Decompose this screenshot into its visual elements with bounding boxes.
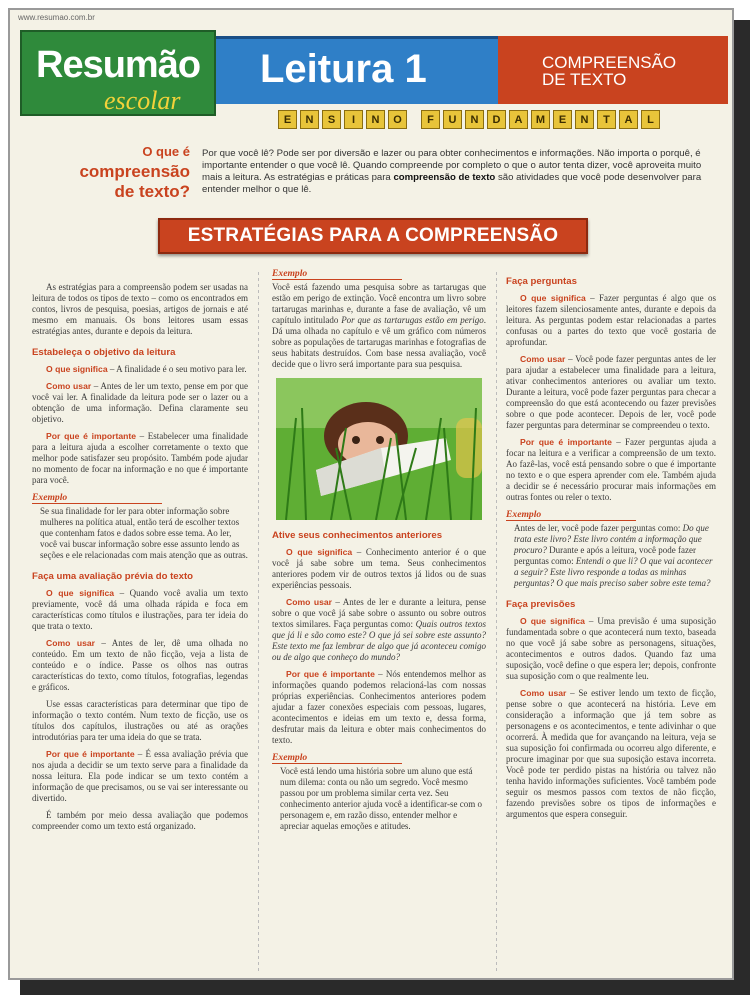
column-divider (258, 272, 259, 972)
page-title: Leitura 1 (260, 47, 427, 91)
section-heading: Faça previsões (506, 599, 576, 610)
intro-question-line-1: O que é (142, 144, 190, 159)
intro-text-bold: compreensão de texto (393, 172, 496, 183)
level-letter-tile: A (509, 110, 528, 129)
text-italic: Por que as tartarugas estão em perigo (341, 315, 484, 325)
topic-line-1: COMPREENSÃO (542, 53, 677, 72)
paragraph (506, 688, 716, 820)
label: Por que é importante (46, 431, 137, 441)
text-italic: Quais outros textos que já li e são como este? O que já sei sobre este assunto? Este texto me faz lembrar de algo que já aconteceu comigo ou de algo que conheço do mundo? (272, 619, 486, 662)
paragraph (272, 547, 486, 591)
level-letter-tile: N (366, 110, 385, 129)
photo-girl-reading-in-grass (276, 378, 482, 520)
example-text: Você está lendo uma história sobre um aluno que está num dilema: conta ou não um segredo. Você mesmo passou por um problema similar certa vez. Seu conhecimento anterior ajuda você a identificar-se com o personagem e, em razão disso, entender melhor e apreciar aquelas emoções e atitudes. (280, 766, 482, 831)
level-letter-tile: F (421, 110, 440, 129)
label: Como usar (46, 381, 92, 391)
paragraph (32, 588, 248, 632)
logo (20, 30, 216, 116)
intro-question-line-2: compreensão (79, 162, 190, 181)
level-letter-tile (410, 110, 418, 129)
intro-question (60, 142, 190, 202)
text: – Conhecimento anterior é o que você já sabe sobre um tema. Seus conhecimentos anteriores podem vir de outros textos já lidos ou de suas experiências pessoais. (272, 547, 486, 590)
level-letter-tile: O (388, 110, 407, 129)
text: – Antes de ler, dê uma olhada no conteúdo. Em um texto de não ficção, veja a lista de conteúdo e o índice. Passe os olhos nas outras características do texto, como títulos, fotografias, legendas e gráficos. (32, 638, 248, 692)
paragraph (272, 597, 486, 663)
level-letter-tile: N (300, 110, 319, 129)
intro-text-a: Por que você lê? Pode ser por diversão e lazer ou para obter conhecimentos e informações. Não importa o porquê, é importante entender o que você lê. Quando compreende por completo o que o autor tenta dizer, você aproveita muito mais a leitura. As estratégias e práticas para (202, 148, 702, 183)
text: – Antes de ler e durante a leitura, pense sobre o que você já sabe sobre o assunto ou sobre outros textos similares. Faça perguntas como: (272, 597, 486, 629)
level-letter-tile: E (553, 110, 572, 129)
logo-main-text: Resumão (36, 44, 201, 86)
paragraph (506, 616, 716, 682)
label: Por que é importante (520, 437, 612, 447)
level-letter-tile: T (597, 110, 616, 129)
text: – É essa avaliação prévia que nos ajuda a decidir se um texto serve para a finalidade da nossa leitura. Ela pode indicar se um texto contém a informação de que precisamos, ou se vai ser interessante ou divertido. (32, 749, 248, 803)
paragraph (32, 749, 248, 804)
column-3 (506, 274, 716, 826)
label: O que significa (520, 616, 585, 626)
level-letter-tile: E (278, 110, 297, 129)
level-letter-tile: S (322, 110, 341, 129)
paragraph: É também por meio dessa avaliação que podemos compreender como um texto está organizado. (32, 810, 248, 831)
column-divider (496, 272, 497, 972)
example-text (272, 282, 486, 370)
text: – Nós entendemos melhor as informações quando podemos relacioná-las com nossas próprias experiências. Conhecimentos anteriores podem ajudar a fazer conexões especiais com pessoas, lugares, acontecimentos e ideias em um texto e, dessa forma, desfrutar mais da leitura e obter mais conhecimentos do texto. (272, 669, 487, 745)
example-label: Exemplo (272, 752, 402, 764)
paragraph (506, 437, 716, 503)
column-1 (32, 282, 248, 838)
paragraph (506, 354, 716, 431)
banner-title: ESTRATÉGIAS PARA A COMPREENSÃO (187, 225, 559, 246)
topic-label (542, 54, 676, 88)
text: – Estabelecer uma finalidade para a leitura ajuda a escolher corretamente o texto que melhor pode satisfazer seu propósito. Também pode ajudar no momento de focar na informação e no que é importante para você. (32, 431, 248, 485)
section-banner (158, 218, 588, 254)
paragraph: As estratégias para a compreensão podem ser usadas na leitura de todos os tipos de texto – como os encontrados em contos, livros de pesquisa, poesias, artigos de jornais e até mesmo em manuais. Os bons leitores usam essas estratégias antes, durante e depois da leitura. (32, 282, 248, 336)
example-text (506, 523, 716, 589)
text: – Fazer perguntas ajuda a focar na leitura e a verificar a compreensão de um texto. Ao fazê-las, você está pensando sobre o que é importante no texto e o que espera aprender com ele. Também ajuda a decidir se é necessário procurar mais informações em outras fontes ou reler o texto. (506, 437, 716, 502)
level-letter-tile: N (465, 110, 484, 129)
text: – Se estiver lendo um texto de ficção, pense sobre o que acontecerá na história. Leve em consideração a informação que já tem sobre as personagens e os acontecimentos, e tente adivinhar o que ocorrerá. À medida que for avançando na leitura, veja se sua suposição foi confirmada ou ocorreu algo diferente, e procure imaginar por que sua suposição estava incorreta. Você pode ter perdido pistas na história ou talvez não tenha havido informações suficientes. Você também pode seguir os mesmos passos com textos de não ficção, fazendo previsões sobre os tipos de informações e argumentos que espera conseguir. (506, 688, 716, 819)
paragraph (272, 669, 486, 746)
section-heading: Estabeleça o objetivo da leitura (32, 347, 176, 358)
section-heading: Faça uma avaliação prévia do texto (32, 571, 194, 582)
text: – Antes de ler um texto, pense em por que você vai ler. A finalidade da leitura pode ser o lazer ou a obtenção de uma informação. Defina claramente seu objetivo. (32, 381, 248, 424)
text: – Fazer perguntas é algo que os leitores fazem silenciosamente antes, durante e depois da leitura. As perguntas podem estar relacionadas a partes confusas ou a partes do texto que você gostaria de aprofundar. (506, 293, 716, 347)
label: Por que é importante (46, 749, 135, 759)
example-text: Se sua finalidade for ler para obter informação sobre mulheres na política atual, então terá de escolher textos que contenham fatos e dados sobre esse tema. Ao ler, você vai buscar informação sobre esse assunto lendo as seções e ele relacionadas com mais atenção que as outras. (40, 506, 248, 560)
level-tiles (278, 110, 660, 129)
paragraph (32, 364, 248, 375)
label: O que significa (520, 293, 586, 303)
topic-line-2: DE TEXTO (542, 70, 627, 89)
example-label: Exemplo (32, 492, 162, 504)
section-heading: Ative seus conhecimentos anteriores (272, 530, 443, 541)
paragraph (32, 381, 248, 425)
paragraph (32, 431, 248, 486)
column-2 (272, 268, 486, 838)
paragraph (32, 638, 248, 693)
text-italic: Do que trata este livro? Este livro contém a informação que procuro? (514, 523, 709, 555)
logo-sub-text: escolar (104, 86, 181, 115)
label: O que significa (46, 364, 108, 374)
label: Como usar (46, 638, 96, 648)
level-letter-tile: I (344, 110, 363, 129)
label: Como usar (520, 354, 566, 364)
level-letter-tile: D (487, 110, 506, 129)
intro-text-b: são atividades que você pode desenvolver para entender melhor o que lê. (202, 172, 702, 195)
text: Você está fazendo uma pesquisa sobre as tartarugas que estão em perigo de extinção. Você encontra um livro sobre tartarugas marinhas e, durante a fase de avaliação, vê um capítulo intitulado (272, 282, 486, 325)
text: – Uma previsão é uma suposição fundamentada sobre o que acontecerá num texto, baseada no que você já sabe sobre as personagens, situações, acontecimentos e outros dados. Quando faz uma suposição, você define o que espera ler; depois, confronte sua suposição com o que realmente leu. (506, 616, 717, 681)
example-label: Exemplo (506, 509, 636, 521)
paragraph: Use essas características para determinar que tipo de informação o texto contém. Num texto de ficção, use os títulos dos capítulos, ilustrações ou até as orações introdutórias para ter uma ideia do que se trata. (32, 699, 248, 742)
website-url: www.resumao.com.br (18, 13, 95, 22)
topic-box (498, 36, 728, 104)
intro-question-line-3: de texto? (114, 182, 190, 201)
text-italic: Entendi o que li? O que vai acontecer a seguir? Este livro responde a todas as minhas perguntas? O que mais preciso saber sobre este tema? (514, 556, 713, 588)
text: Durante e após a leitura, você pode fazer perguntas como: (514, 545, 697, 566)
level-letter-tile: U (443, 110, 462, 129)
label: O que significa (286, 547, 353, 557)
label: O que significa (46, 588, 115, 598)
photo-illustration (276, 378, 482, 520)
text: Antes de ler, você pode fazer perguntas como: (514, 523, 683, 533)
level-letter-tile: M (531, 110, 550, 129)
text: – Quando você avalia um texto previamente, você dá uma olhada rápida e foca em características como títulos e ilustrações, para ter ideia do que trata o texto. (32, 588, 248, 631)
text: – A finalidade é o seu motivo para ler. (107, 364, 247, 374)
intro-paragraph (202, 148, 714, 196)
example-label: Exemplo (272, 268, 402, 280)
label: Por que é importante (286, 669, 375, 679)
document-page (8, 8, 734, 980)
text: . Dá uma olhada no capítulo e vê um gráfico com números sobre as populações de tartarugas marinhas e fotografias de seus habitats destruídos. Com base nessa avaliação, você decide que o livro será importante para sua pesquisa. (272, 315, 486, 369)
section-heading: Faça perguntas (506, 276, 577, 287)
level-letter-tile: N (575, 110, 594, 129)
label: Como usar (286, 597, 333, 607)
label: Como usar (520, 688, 567, 698)
title-box (216, 36, 500, 104)
paragraph (506, 293, 716, 348)
level-letter-tile: A (619, 110, 638, 129)
level-letter-tile: L (641, 110, 660, 129)
text: – Você pode fazer perguntas antes de ler para ajudar a estabelecer uma finalidade para a leitura, ativar conhecimentos anteriores ou avaliar um texto. Durante a leitura, você pode fazer perguntas para checar a compreensão do que está acontecendo ou fazer previsões sobre o que pode acontecer. Depois de ler, você pode fazer perguntas para determinar se compreendeu o texto. (506, 354, 716, 430)
